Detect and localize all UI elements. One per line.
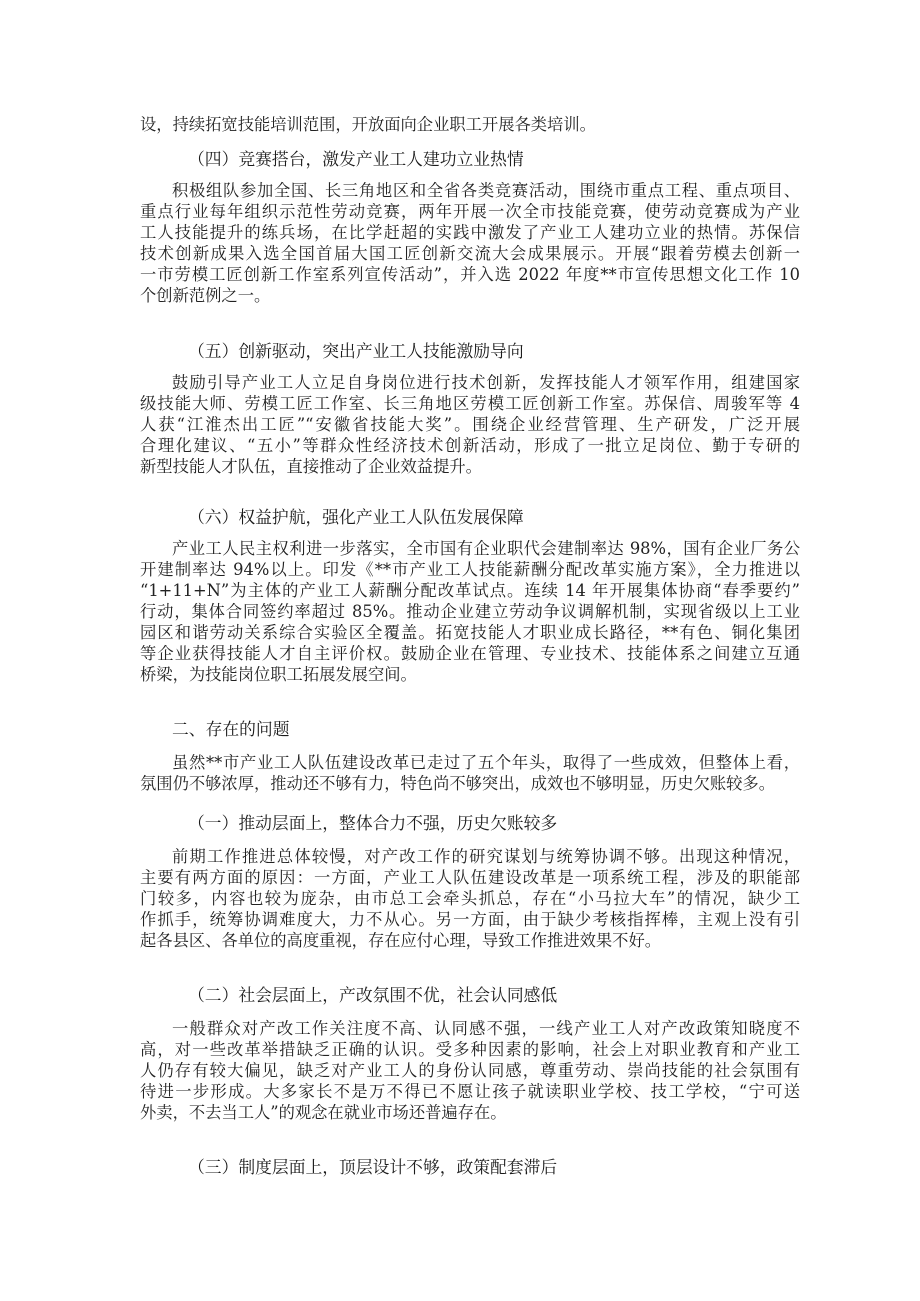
paragraph-line: 开建制率达 94%以上。印发《**市产业工人技能薪酬分配改革实施方案》，全力推进以 xyxy=(140,560,800,579)
paragraph-line: 人仍存有较大偏见，缺乏对产业工人的身份认同感，尊重劳动、崇尚技能的社会氛围有 xyxy=(140,1061,800,1080)
paragraph-innovation xyxy=(140,372,800,477)
paragraph-line: 高，对一些改革举措缺乏正确的认识。受多种因素的影响，社会上对职业教育和产业工 xyxy=(140,1040,800,1059)
paragraph-line: 一市劳模工匠创新工作室系列宣传活动”，并入选 2022 年度**市宣传思想文化工作 10 xyxy=(140,265,800,284)
paragraph-line: 起各县区、各单位的高度重视，存在应付心理，导致工作推进效果不好。 xyxy=(140,931,662,950)
heading-4: （四）竞赛搭台，激发产业工人建功立业热情 xyxy=(188,149,524,169)
paragraph-line: “1+11+N”为主体的产业工人薪酬分配改革试点。连续 14 年开展集体协商“春季要约” xyxy=(140,581,800,600)
paragraph-line: 一般群众对产改工作关注度不高、认同感不强，一线产业工人对产改政策知晓度不 xyxy=(172,1019,800,1038)
paragraph-line: 桥梁，为技能岗位职工拓展发展空间。 xyxy=(140,665,417,684)
heading-problem-2: （二）社会层面上，产改氛围不优，社会认同感低 xyxy=(188,985,558,1005)
paragraph-line: 个创新范例之一。 xyxy=(140,286,271,305)
paragraph-line: 工人技能提升的练兵场，在比学赶超的实践中激发了产业工人建功立业的热情。苏保信 xyxy=(140,223,800,242)
paragraph-line: 合理化建议、“五小”等群众性经济技术创新活动，形成了一批立足岗位、勤于专研的 xyxy=(140,436,800,455)
section-heading-problems: 二、存在的问题 xyxy=(172,719,290,739)
paragraph-line: 重点行业每年组织示范性劳动竞赛，两年开展一次全市技能竞赛，使劳动竞赛成为产业 xyxy=(140,202,800,221)
paragraph-problem-1 xyxy=(140,846,800,951)
heading-6: （六）权益护航，强化产业工人队伍发展保障 xyxy=(188,507,524,527)
paragraph-line: 园区和谐劳动关系综合实验区全覆盖。拓宽技能人才职业成长路径，**有色、铜化集团 xyxy=(140,623,800,642)
paragraph-line: 行动，集体合同签约率超过 85%。推动企业建立劳动争议调解机制，实现省级以上工业 xyxy=(140,602,800,621)
heading-problem-1: （一）推动层面上，整体合力不强，历史欠账较多 xyxy=(188,813,558,833)
paragraph-line: 人获“江淮杰出工匠”“安徽省技能大奖”。围绕企业经营管理、生产研发，广泛开展 xyxy=(140,415,800,434)
paragraph-line: 设，持续拓宽技能培训范围，开放面向企业职工开展各类培训。 xyxy=(140,115,596,134)
paragraph-line: 虽然**市产业工人队伍建设改革已走过了五个年头，取得了一些成效，但整体上看， xyxy=(172,753,800,772)
paragraph-competition xyxy=(140,180,800,306)
paragraph-line: 等企业获得技能人才自主评价权。鼓励企业在管理、专业技术、技能体系之间建立互通 xyxy=(140,644,800,663)
paragraph-line: 氛围仍不够浓厚，推动还不够有力，特色尚不够突出，成效也不够明显，历史欠账较多。 xyxy=(140,774,775,793)
paragraph-continued xyxy=(140,114,800,135)
paragraph-line: 待进一步形成。大多家长不是万不得已不愿让孩子就读职业学校、技工学校，“宁可送 xyxy=(140,1082,800,1101)
paragraph-line: 鼓励引导产业工人立足自身岗位进行技术创新，发挥技能人才领军作用，组建国家 xyxy=(172,373,800,392)
paragraph-line: 产业工人民主权利进一步落实，全市国有企业职代会建制率达 98%，国有企业厂务公 xyxy=(172,539,800,558)
paragraph-line: 门较多，内容也较为庞杂，由市总工会牵头抓总，存在“小马拉大车”的情况，缺少工 xyxy=(140,889,800,908)
paragraph-line: 级技能大师、劳模工匠工作室、长三角地区劳模工匠创新工作室。苏保信、周骏军等 4 xyxy=(140,394,800,413)
heading-5: （五）创新驱动，突出产业工人技能激励导向 xyxy=(188,341,524,361)
heading-problem-3: （三）制度层面上，顶层设计不够，政策配套滞后 xyxy=(188,1157,558,1177)
paragraph-line: 前期工作推进总体较慢，对产改工作的研究谋划与统筹协调不够。出现这种情况， xyxy=(172,847,800,866)
paragraph-problems-intro xyxy=(140,752,800,794)
paragraph-problem-2 xyxy=(140,1018,800,1123)
paragraph-line: 外卖，不去当工人”的观念在就业市场还普遍存在。 xyxy=(140,1103,507,1122)
paragraph-line: 积极组队参加全国、长三角地区和全省各类竞赛活动，围绕市重点工程、重点项目、 xyxy=(172,181,800,200)
paragraph-line: 技术创新成果入选全国首届大国工匠创新交流大会成果展示。开展“跟着劳模去创新一 xyxy=(140,244,800,263)
paragraph-line: 主要有两方面的原因：一方面，产业工人队伍建设改革是一项系统工程，涉及的职能部 xyxy=(140,868,800,887)
paragraph-rights xyxy=(140,538,800,685)
paragraph-line: 作抓手，统筹协调难度大，力不从心。另一方面，由于缺少考核指挥棒，主观上没有引 xyxy=(140,910,800,929)
paragraph-line: 新型技能人才队伍，直接推动了企业效益提升。 xyxy=(140,457,482,476)
